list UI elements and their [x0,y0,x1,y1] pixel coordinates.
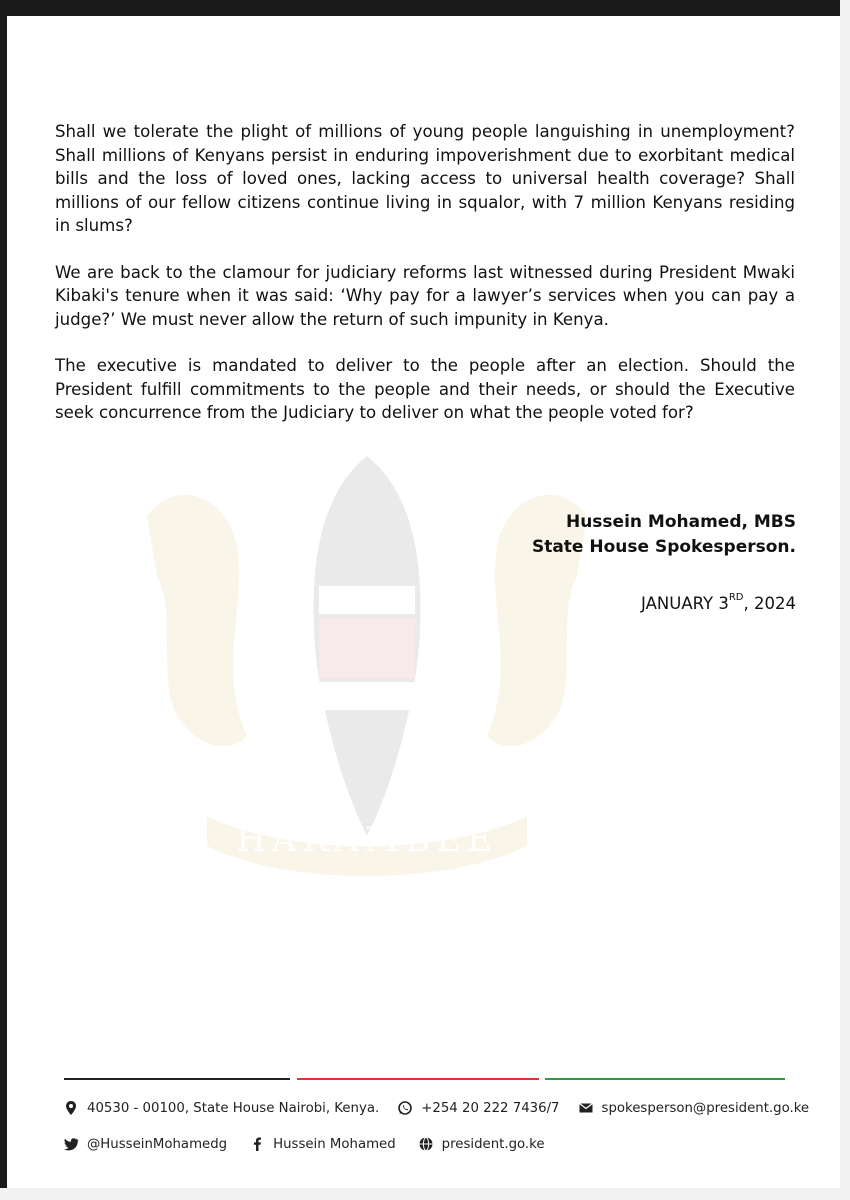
footer-website[interactable] [418,1136,545,1152]
top-border [0,0,850,16]
signature-block [532,510,796,560]
footer-rule-green [545,1078,785,1080]
whatsapp-icon [397,1100,413,1116]
watermark-motto: HARAMBEE [236,820,498,860]
footer-social-row [63,1136,563,1152]
envelope-icon [578,1100,594,1116]
date-ordinal: RD [728,592,744,603]
paragraph-1: Shall we tolerate the plight of millions of young people languishing in unemployment? Shall millions of Kenyans persist in enduring impoverishment due to exorbitant medical bills and the loss of loved ones, lacking access to universal health coverage? Shall millions of our fellow citizens continue living in squalor, with 7 million Kenyans residing in slums? [55,122,795,235]
address-text: 40530 - 00100, State House Nairobi, Kenya. [87,1100,380,1116]
footer-contact-row [63,1100,827,1116]
bottom-margin [0,1188,850,1200]
date-suffix: , 2024 [743,594,796,613]
twitter-bird-icon [63,1136,79,1152]
left-border [0,16,7,1200]
footer-rule-red [297,1078,539,1080]
signatory-title: State House Spokesperson. [531,537,796,557]
paragraph-2: We are back to the clamour for judiciary reforms last witnessed during President Mwaki Kibaki's tenure when it was said: ‘Why pay for a lawyer’s services when you can pay a judge?’ We must never allow the return of such impunity in Kenya. [55,262,795,329]
footer-rule-black [64,1078,290,1080]
website-text: president.go.ke [441,1136,545,1152]
footer-address [63,1100,379,1116]
twitter-handle: @HusseinMohamedg [87,1136,228,1152]
email-text: spokesperson@president.go.ke [601,1100,810,1116]
paragraph-3: The executive is mandated to deliver to the people after an election. Should the President fulfill commitments to the people and their needs, or should the Executive seek concurrence from the Judiciary to deliver on what the people voted for? [55,356,795,422]
footer-phone[interactable] [397,1100,559,1116]
footer-email[interactable] [578,1100,810,1116]
document-page [7,16,840,1188]
letter-body [55,120,795,448]
globe-icon [418,1136,434,1152]
footer-twitter[interactable] [63,1136,227,1152]
footer-facebook[interactable] [249,1136,396,1152]
facebook-name: Hussein Mohamed [273,1136,396,1152]
date-prefix: JANUARY 3 [641,594,729,613]
phone-text: +254 20 222 7436/7 [421,1100,560,1116]
facebook-icon [249,1136,265,1152]
letter-date [641,594,796,613]
signatory-name: Hussein Mohamed, MBS [565,512,796,532]
location-pin-icon [63,1100,79,1116]
right-margin [840,0,850,1200]
